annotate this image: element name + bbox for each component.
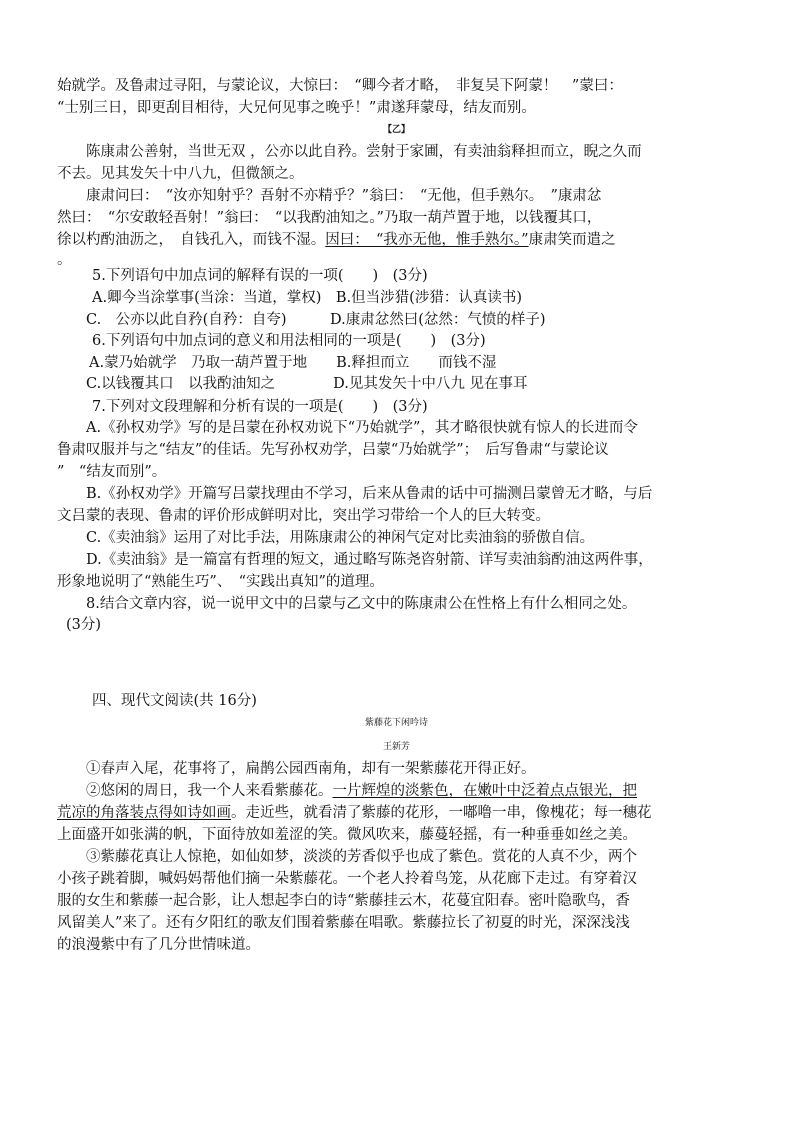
article-title: 紫藤花下闲吟诗 [364,718,428,728]
option-row: A.卿今当涂掌事(当涂：当道，掌权) B.但当涉猎(涉猎：认真读书) [92,290,522,306]
text-line: 不去。见其发矢十中八九，但微颔之。 [57,166,304,182]
article-author: 王新芳 [382,742,410,752]
option-row: A.蒙乃始就学 乃取一葫芦置于地 B.释担而立 而钱不湿 [89,355,497,371]
text-line: 康肃问曰： “汝亦知射乎？吾射不亦精乎？”翁曰： “无他，但手熟尔。 ”康肃忿 [86,188,602,204]
paragraph-3: 服的女生和紫藤一起合影，让人想起李白的诗“紫藤挂云木，花蔓宜阳春。密叶隐歌鸟，香 [57,893,630,909]
text-line: 陈康肃公善射，当世无双 ，公亦以此自矜。尝射于家圃，有卖油翁释担而立，睨之久而 [86,144,642,160]
paragraph-3: 的浪漫紫中有了几分世情味道。 [57,937,260,953]
question-points: (3分) [66,617,102,633]
text-span: 。走近些，就看清了紫藤的花形，一嘟噜一串，像槐花；每一穗花 [231,805,652,821]
paragraph-1: ①春声入尾，花事将了，扁鹊公园西南角，却有一架紫藤花开得正好。 [86,761,536,777]
text-span: 徐以杓酌油沥之， 自钱孔入，而钱不湿。 [57,232,326,248]
question-stem: 7.下列对文段理解和分析有误的一项是( ) (3分) [92,399,428,415]
option-c: C.《卖油翁》运用了对比手法，用陈康肃公的神闲气定对比卖油翁的骄傲自信。 [86,530,595,546]
paragraph-2 [57,803,652,823]
text-line: “士别三日，即更刮目相待，大兄何见事之晚乎！”肃遂拜蒙母，结友而别。 [57,100,536,116]
paragraph-2: 上面盛开如张满的帆，下面待放如羞涩的笑。微风吹来，藤蔓轻摇，有一种垂垂如丝之美。 [57,827,637,843]
text-span: ②悠闲的周日，我一个人来看紫藤花。 [86,783,333,799]
option-d: 形象地说明了“熟能生巧”、 “实践出真知”的道理。 [57,574,384,590]
paragraph-2 [86,781,637,801]
option-d: D.《卖油翁》是一篇富有哲理的短文，通过略写陈尧咨射箭、详写卖油翁酌油这两件事， [86,552,653,568]
text-line [57,230,616,250]
underlined-sentence: 一片辉煌的淡紫色，在嫩叶中泛着点点银光，把 [332,783,637,799]
option-a: 鲁肃叹服并与之“结友”的佳话。先写孙权劝学，吕蒙“乃始就学”； 后写鲁肃“与蒙论议 [57,442,609,458]
text-line: 始就学。及鲁肃过寻阳，与蒙论议，大惊曰： “卿今者才略， 非复吴下阿蒙！ ”蒙曰： [57,78,623,94]
underlined-sentence: 荒凉的角落装点得如诗如画 [57,805,231,821]
section-label-yi: 【乙】 [382,125,410,135]
option-a: ” “结友而别”。 [57,464,167,480]
option-row: C. 公亦以此自矜(自矜：自夸) D.康肃忿然曰(忿然：气愤的样子) [86,312,546,328]
text-line: 然曰： “尔安敢轻吾射！”翁曰： “以我酌油知之。”乃取一葫芦置于地，以钱覆其口， [57,210,602,226]
question-stem: 6.下列语句中加点词的意义和用法相同的一项是( ) (3分) [92,333,486,349]
paragraph-3: 风留美人”来了。还有夕阳红的歌友们围着紫藤在唱歌。紫藤拉长了初夏的时光，深深浅浅 [57,915,630,931]
option-row: C.以钱覆其口 以我酌油知之 D.见其发矢十中八九 见在事耳 [86,376,528,392]
underlined-sentence: 因曰： “我亦无他，惟手熟尔。” [325,232,529,248]
paragraph-3: 小孩子跳着脚，喊妈妈帮他们摘一朵紫藤花。一个老人拎着鸟笼，从花廊下走过。有穿着汉 [57,871,637,887]
paragraph-3: ③紫藤花真让人惊艳，如仙如梦，淡淡的芳香似乎也成了紫色。赏花的人真不少，两个 [86,849,637,865]
text-span: 康肃笑而遣之 [528,232,616,248]
option-b: B.《孙权劝学》开篇写吕蒙找理由不学习，后来从鲁肃的话中可揣测吕蒙曾无才略，与后 [86,486,653,502]
option-b: 文吕蒙的表现、鲁肃的评价形成鲜明对比，突出学习带给一个人的巨大转变。 [57,508,550,524]
question-stem: 5.下列语句中加点词的解释有误的一项( ) (3分) [92,268,428,284]
text-line: 。 [57,252,72,268]
question-stem: 8.结合文章内容，说一说甲文中的吕蒙与乙文中的陈康肃公在性格上有什么相同之处。 [86,596,637,612]
section-heading: 四、现代文阅读(共 16分) [92,693,257,709]
option-a: A.《孙权劝学》写的是吕蒙在孙权劝说下“乃始就学”，其才略很快就有惊人的长进而令 [86,420,638,436]
